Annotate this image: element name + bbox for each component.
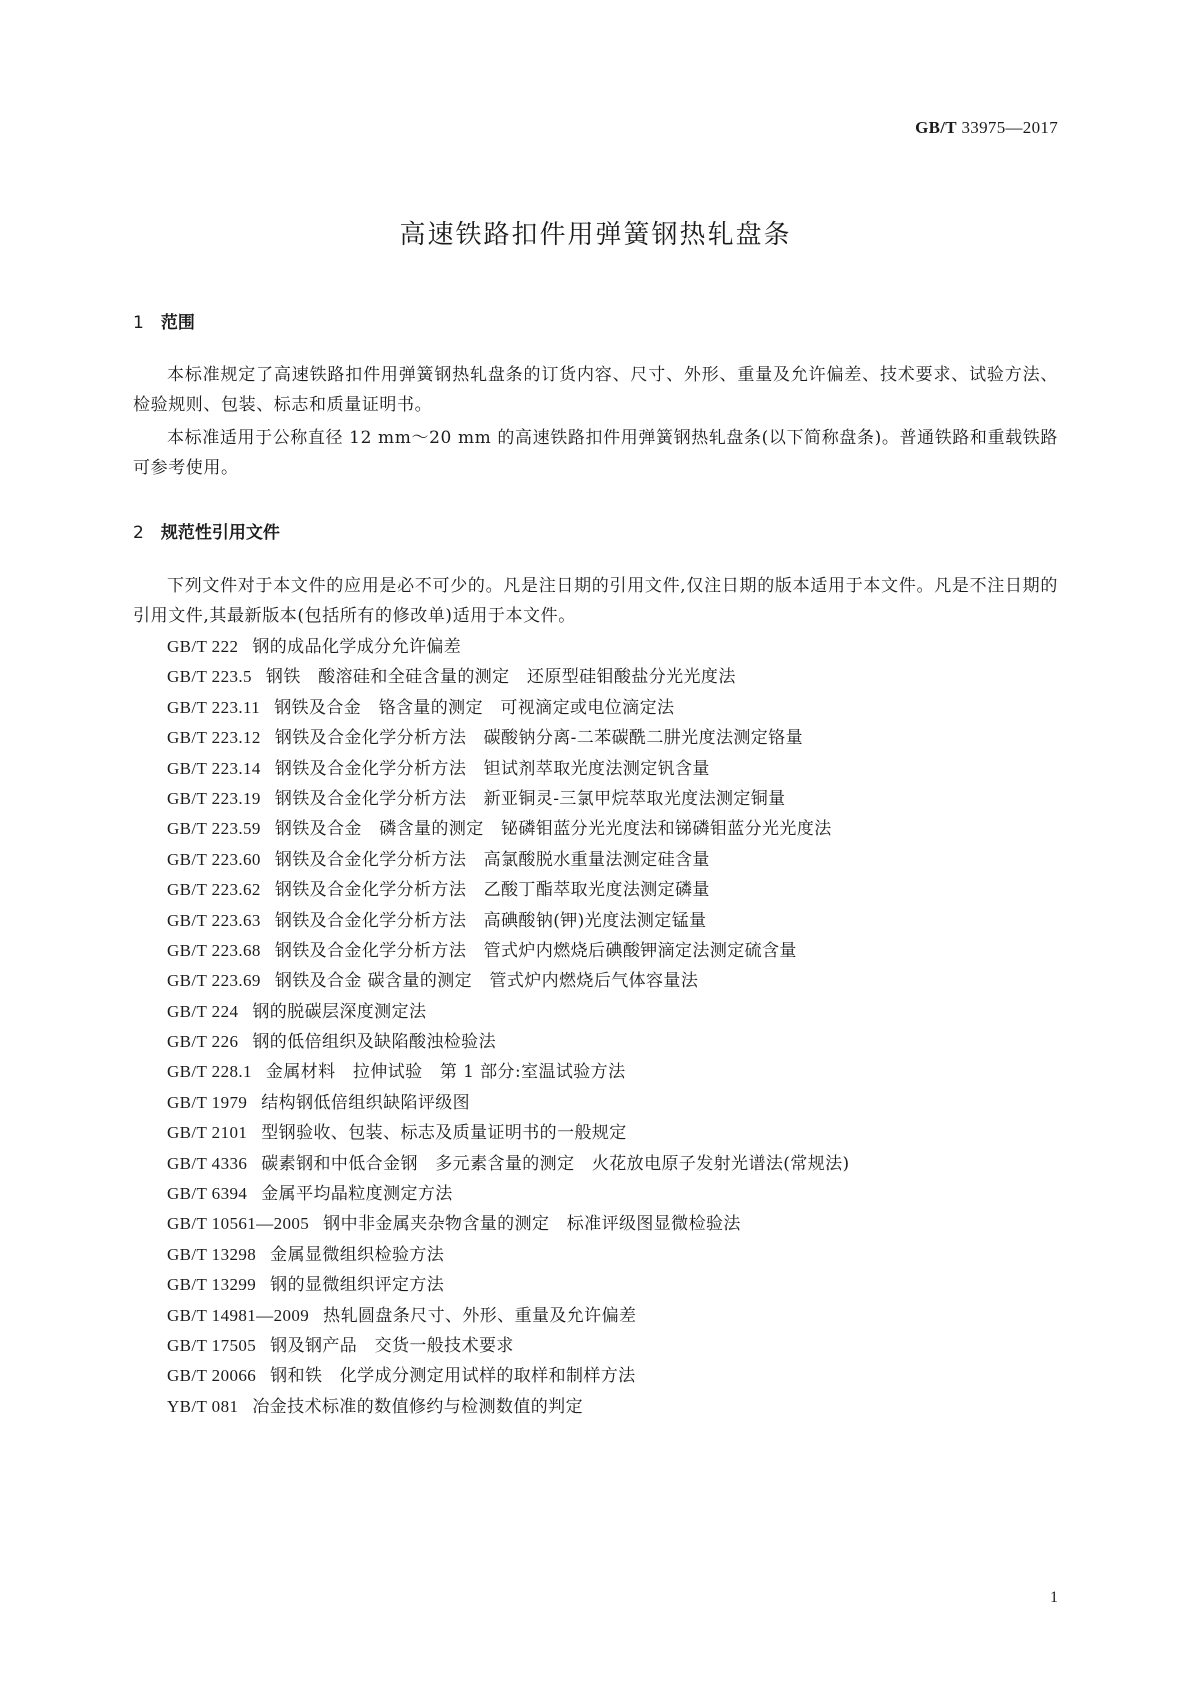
document-code: [915, 118, 1058, 138]
reference-code: GB/T 2101: [167, 1123, 248, 1143]
reference-code: GB/T 224: [167, 1001, 239, 1021]
reference-title: 钢及钢产品 交货一般技术要求: [270, 1335, 514, 1356]
reference-code: GB/T 223.19: [167, 788, 261, 808]
reference-title: 金属平均晶粒度测定方法: [261, 1184, 453, 1205]
reference-code: GB/T 226: [167, 1032, 239, 1052]
reference-item: [167, 1240, 850, 1270]
reference-code: GB/T 6394: [167, 1184, 248, 1204]
reference-code: GB/T 13299: [167, 1275, 257, 1295]
reference-item: [167, 1301, 850, 1331]
reference-item: [167, 632, 850, 662]
reference-title: 钢的脱碳层深度测定法: [252, 1001, 427, 1022]
reference-item: [167, 906, 850, 936]
reference-item: [167, 936, 850, 966]
section-1-number: 1: [133, 313, 144, 333]
reference-code: GB/T 223.5: [167, 667, 252, 687]
reference-title: 钢的成品化学成分允许偏差: [252, 637, 462, 657]
section-1-title: 范围: [160, 313, 195, 333]
reference-item: [167, 1392, 850, 1422]
reference-title: 热轧圆盘条尺寸、外形、重量及允许偏差: [323, 1305, 637, 1326]
reference-item: [167, 1057, 850, 1087]
section-2-heading: [133, 518, 280, 543]
reference-title: 钢中非金属夹杂物含量的测定 标准评级图显微检验法: [323, 1214, 741, 1235]
reference-code: GB/T 223.62: [167, 880, 261, 900]
reference-title: 钢铁 酸溶硅和全硅含量的测定 还原型硅钼酸盐分光光度法: [265, 667, 736, 688]
reference-title: 钢铁及合金化学分析方法 乙酸丁酯萃取光度法测定磷量: [274, 880, 710, 901]
reference-code: GB/T 223.68: [167, 940, 261, 960]
reference-title: 钢和铁 化学成分测定用试样的取样和制样方法: [270, 1366, 636, 1387]
reference-item: [167, 1331, 850, 1361]
reference-list: [167, 632, 850, 1422]
reference-code: GB/T 222: [167, 637, 239, 656]
reference-code: GB/T 13298: [167, 1244, 257, 1264]
reference-code: GB/T 228.1: [167, 1062, 252, 1082]
reference-title: 碳素钢和中低合金钢 多元素含量的测定 火花放电原子发射光谱法(常规法): [261, 1153, 850, 1174]
reference-item: [167, 754, 850, 784]
reference-title: 型钢验收、包装、标志及质量证明书的一般规定: [261, 1123, 627, 1144]
reference-item: [167, 1118, 850, 1148]
reference-item: [167, 662, 850, 692]
page-number: 1: [1050, 1589, 1058, 1606]
reference-code: YB/T 081: [167, 1396, 239, 1416]
reference-title: 钢的低倍组织及缺陷酸浊检验法: [252, 1032, 496, 1053]
reference-item: [167, 875, 850, 905]
reference-item: [167, 723, 850, 753]
reference-title: 钢铁及合金 磷含量的测定 铋磷钼蓝分光光度法和锑磷钼蓝分光光度法: [274, 819, 832, 840]
reference-item: [167, 1209, 850, 1239]
reference-title: 金属显微组织检验方法: [270, 1244, 445, 1265]
reference-code: GB/T 10561—2005: [167, 1214, 310, 1234]
reference-title: 钢铁及合金化学分析方法 高氯酸脱水重量法测定硅含量: [274, 849, 710, 870]
reference-code: GB/T 223.14: [167, 758, 261, 778]
reference-item: [167, 1179, 850, 1209]
reference-item: [167, 1270, 850, 1300]
reference-code: GB/T 223.59: [167, 819, 261, 839]
reference-code: GB/T 14981—2009: [167, 1305, 310, 1325]
reference-code: GB/T 1979: [167, 1092, 248, 1112]
reference-code: GB/T 223.63: [167, 910, 261, 930]
reference-title: 钢铁及合金化学分析方法 钽试剂萃取光度法测定钒含量: [274, 758, 710, 779]
reference-code: GB/T 223.11: [167, 697, 261, 717]
section-1-paragraph-1: 本标准规定了高速铁路扣件用弹簧钢热轧盘条的订货内容、尺寸、外形、重量及允许偏差、技术要求、试验方法、检验规则、包装、标志和质量证明书。: [133, 365, 1058, 415]
section-1-heading: [133, 308, 195, 333]
reference-title: 金属材料 拉伸试验 第 1 部分:室温试验方法: [265, 1062, 626, 1083]
reference-code: GB/T 4336: [167, 1153, 248, 1173]
reference-title: 钢铁及合金 碳含量的测定 管式炉内燃烧后气体容量法: [274, 971, 699, 992]
reference-code: GB/T 20066: [167, 1366, 257, 1386]
reference-item: [167, 1088, 850, 1118]
reference-title: 结构钢低倍组织缺陷评级图: [261, 1092, 471, 1113]
reference-code: GB/T 17505: [167, 1335, 257, 1355]
reference-title: 冶金技术标准的数值修约与检测数值的判定: [252, 1396, 583, 1417]
section-2-title: 规范性引用文件: [160, 523, 280, 543]
reference-title: 钢铁及合金 铬含量的测定 可视滴定或电位滴定法: [274, 697, 675, 718]
reference-title: 钢铁及合金化学分析方法 新亚铜灵-三氯甲烷萃取光度法测定铜量: [274, 788, 786, 809]
reference-item: [167, 1149, 850, 1179]
reference-item: [167, 997, 850, 1027]
reference-title: 钢的显微组织评定方法: [270, 1275, 445, 1296]
reference-code: GB/T 223.12: [167, 728, 261, 748]
reference-title: 钢铁及合金化学分析方法 碳酸钠分离-二苯碳酰二肼光度法测定铬量: [274, 728, 803, 749]
reference-item: [167, 845, 850, 875]
reference-code: GB/T 223.69: [167, 971, 261, 991]
reference-title: 钢铁及合金化学分析方法 管式炉内燃烧后碘酸钾滴定法测定硫含量: [274, 940, 797, 961]
reference-item: [167, 814, 850, 844]
section-1-paragraph-2: 本标准适用于公称直径 12 mm～20 mm 的高速铁路扣件用弹簧钢热轧盘条(以下简称盘条)。普通铁路和重载铁路可参考使用。: [133, 428, 1058, 478]
reference-item: [167, 693, 850, 723]
document-title: 高速铁路扣件用弹簧钢热轧盘条: [399, 220, 792, 250]
document-code-number: 33975—2017: [961, 118, 1058, 137]
reference-item: [167, 966, 850, 996]
reference-item: [167, 784, 850, 814]
section-2-intro: 下列文件对于本文件的应用是必不可少的。凡是注日期的引用文件,仅注日期的版本适用于本文件。凡是不注日期的引用文件,其最新版本(包括所有的修改单)适用于本文件。: [133, 576, 1058, 626]
reference-item: [167, 1027, 850, 1057]
document-code-prefix: GB/T: [915, 118, 957, 137]
reference-item: [167, 1361, 850, 1391]
section-2-number: 2: [133, 523, 144, 543]
reference-title: 钢铁及合金化学分析方法 高碘酸钠(钾)光度法测定锰量: [274, 910, 707, 931]
reference-code: GB/T 223.60: [167, 849, 261, 869]
